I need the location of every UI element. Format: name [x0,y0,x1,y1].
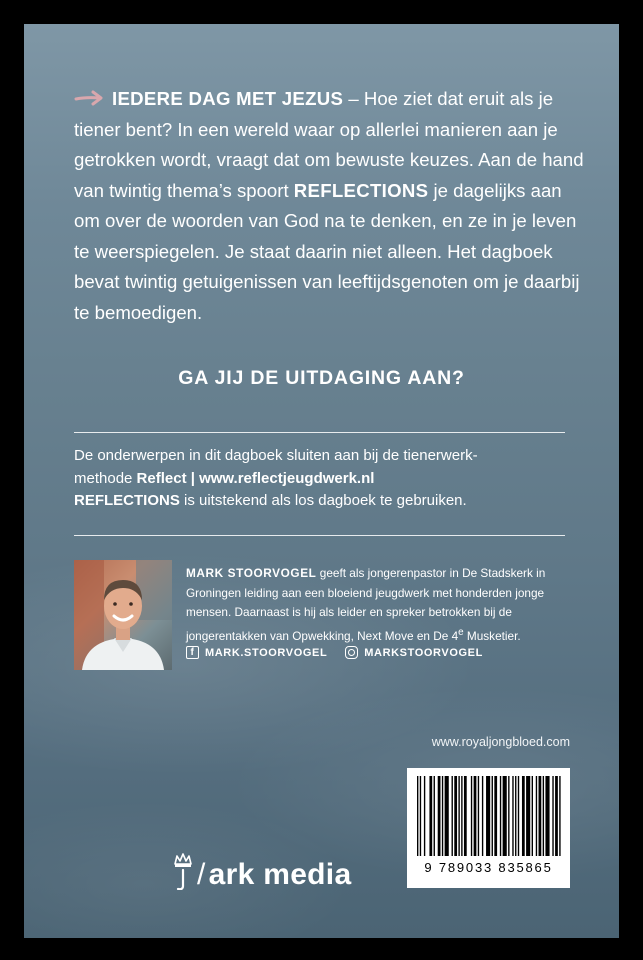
barcode-bar [543,776,544,856]
isbn-digits: 9 789033 835865 [424,860,553,875]
barcode-bar [539,776,542,856]
barcode-bar [486,776,490,856]
barcode-bar [552,776,553,856]
barcode-bar [474,776,477,856]
challenge-heading: GA JIJ DE UITDAGING AAN? [178,367,465,389]
barcode-bar [545,776,549,856]
barcode-bar [458,776,459,856]
publisher-name [197,860,351,890]
barcode-bar [536,776,537,856]
isbn-barcode [407,768,570,888]
instagram-icon [345,646,358,659]
intro-lead: IEDERE DAG MET JEZUS [112,88,344,109]
barcode-bar [515,776,516,856]
facebook-icon: f [186,646,199,659]
series-brand: REFLECTIONS [74,492,180,509]
barcode-bar [438,776,441,856]
barcode-bar [420,776,421,856]
book-back-cover [24,24,619,938]
barcode-bar [442,776,443,856]
author-bio-paragraph [186,564,571,646]
barcode-bar [526,776,530,856]
author-bio [186,564,571,646]
series-line-2 [74,468,584,491]
intro-brand: REFLECTIONS [293,179,429,201]
publisher-website[interactable]: www.royaljongbloed.com [431,735,570,749]
barcode-bar [522,776,525,856]
barcode-bar [512,776,513,856]
author-bio-end: Musketier. [463,628,521,643]
barcode-bar [478,776,479,856]
barcode-bar [518,776,519,856]
publisher-name-text: ark media [208,858,352,891]
barcode-bar [445,776,449,856]
barcode-bar [464,776,467,856]
crown-icon [172,850,194,890]
divider-top [74,432,565,433]
barcode-bar [508,776,509,856]
instagram-link[interactable] [345,646,483,659]
barcode-bar [482,776,483,856]
barcode-bar [424,776,425,856]
author-photo [74,560,172,670]
series-line-3 [74,490,584,513]
facebook-handle: MARK.STOORVOGEL [205,646,328,659]
intro-paragraph [74,84,584,328]
intro-text [74,84,584,328]
barcode-bar [417,776,418,856]
barcode-bar [429,776,432,856]
publisher-logo [172,850,351,890]
barcode-bar [434,776,435,856]
author-social-links [186,646,493,659]
author-portrait-icon [74,560,172,670]
barcode-bar [492,776,493,856]
series-info [74,445,584,513]
author-bio-text: geeft als jongerenpastor in De Stadskerk in Groningen leiding aan een bloeiend jeugdwerk met honderden jonge mensen. Daarnaast is hij als leider en spreker betrokken bij de jongerentakken van Opwekking, Next Move en De 4 [186,566,546,643]
author-name: MARK STOORVOGEL [186,566,317,580]
barcode-bar [454,776,457,856]
barcode-bar [461,776,462,856]
barcode-bar [532,776,533,856]
barcode-bars [417,776,562,856]
facebook-link[interactable] [186,646,327,659]
instagram-handle: MARKSTOORVOGEL [364,646,483,659]
divider-bottom [74,535,565,536]
barcode-bar [471,776,472,856]
barcode-bar [494,776,497,856]
publisher-slash: / [197,858,206,891]
intro-text-part1: – Hoe ziet dat eruit als je tiener bent? In een wereld waar op allerlei manieren aan je getrokken wordt, vraagt dat om bewuste keuzes. Aan de hand van twintig thema’s spoort [74,88,584,201]
series-line-1: De onderwerpen in dit dagboek sluiten aan bij de tienerwerk- [74,447,478,464]
barcode-bar [503,776,507,856]
series-line-3-rest: is uitstekend als los dagboek te gebruiken. [179,492,467,509]
author-bio-sup: e [458,626,464,638]
barcode-bar [555,776,558,856]
barcode-bar [500,776,501,856]
barcode-bar [559,776,560,856]
series-line-2-prefix: methode [74,469,137,487]
intro-text-part2: je dagelijks aan om over de woorden van God na te denken, en ze in je leven te weerspiegelen. Je staat daarin niet alleen. Het dagboek bevat twintig getuigenissen van leeftijdsgenoten om je daarbij te bemoedigen. [74,179,580,323]
series-method: Reflect | www.reflectjeugdwerk.nl [136,469,375,487]
arrow-right-icon [74,90,104,106]
barcode-bar [452,776,453,856]
